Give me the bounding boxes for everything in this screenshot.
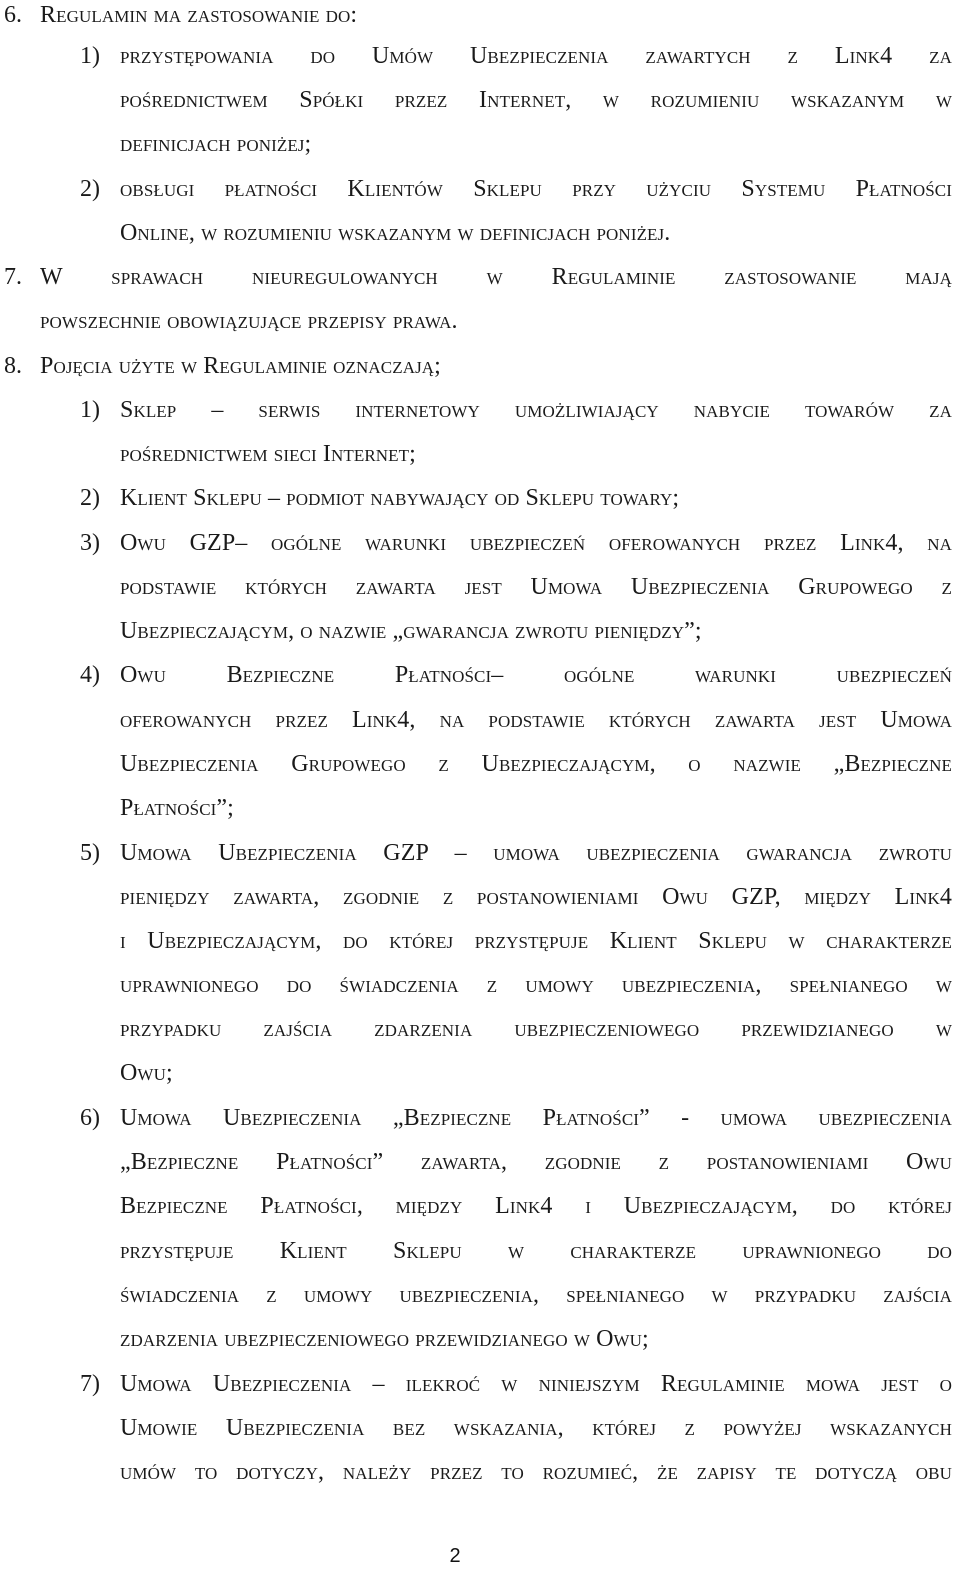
section-8-item-4-line-1: Owu Bezpieczne Płatności– ogólne warunki ubezpieczeń [120, 662, 952, 688]
section-8-item-6-line-3: Bezpieczne Płatności, między Link4 i Ubezpieczającym, do której [120, 1193, 952, 1219]
section-8-item-6-number: 6) [80, 1105, 100, 1131]
section-8-item-3-line-3: Ubezpieczającym, o nazwie „gwarancja zwrotu pieniędzy”; [120, 618, 702, 644]
section-8-item-3-line-1: Owu GZP– ogólne warunki ubezpieczeń oferowanych przez Link4, na [120, 530, 952, 556]
section-6-item-2-line-2: Online, w rozumieniu wskazanym w definicjach poniżej. [120, 220, 671, 246]
section-6-item-1-line-1: przystępowania do Umów Ubezpieczenia zawartych z Link4 za [120, 43, 952, 69]
section-8-item-5-line-6: Owu; [120, 1060, 173, 1086]
section-8-item-4-number: 4) [80, 662, 100, 688]
section-6-number: 6. [4, 2, 22, 28]
section-8-item-5-line-1: Umowa Ubezpieczenia GZP – umowa ubezpieczenia gwarancja zwrotu [120, 840, 952, 866]
section-8-item-6-line-5: świadczenia z umowy ubezpieczenia, spełnianego w przypadku zajścia [120, 1282, 952, 1308]
page-number: 2 [449, 1545, 461, 1567]
section-8-item-5-number: 5) [80, 840, 100, 866]
section-8-item-5-line-2: pieniędzy zawarta, zgodnie z postanowieniami Owu GZP, między Link4 [120, 884, 952, 910]
section-8-item-1-line-2: pośrednictwem sieci Internet; [120, 441, 416, 467]
section-8-item-2-line-1: Klient Sklepu – podmiot nabywający od Sklepu towary; [120, 485, 680, 511]
section-8-item-5-line-4: uprawnionego do świadczenia z umowy ubezpieczenia, spełnianego w [120, 972, 952, 998]
section-8-item-1-number: 1) [80, 397, 100, 423]
section-7-number: 7. [4, 264, 22, 290]
section-6-item-2-number: 2) [80, 176, 100, 202]
section-8-item-3-number: 3) [80, 530, 100, 556]
section-6-item-2-line-1: obsługi płatności Klientów Sklepu przy użyciu Systemu Płatności [120, 176, 952, 202]
section-8-item-4-line-3: Ubezpieczenia Grupowego z Ubezpieczającym, o nazwie „Bezpieczne [120, 751, 952, 777]
section-7-line-1: W sprawach nieuregulowanych w Regulaminie zastosowanie mają [40, 264, 952, 290]
section-6-item-1-line-3: definicjach poniżej; [120, 131, 312, 157]
section-8-item-6-line-6: zdarzenia ubezpieczeniowego przewidzianego w Owu; [120, 1326, 649, 1352]
section-8-item-7-line-1: Umowa Ubezpieczenia – ilekroć w niniejszym Regulaminie mowa jest o [120, 1371, 952, 1397]
section-8-item-6-line-4: przystępuje Klient Sklepu w charakterze uprawnionego do [120, 1238, 952, 1264]
section-8-item-2-number: 2) [80, 485, 100, 511]
section-8-item-6-line-2: „Bezpieczne Płatności” zawarta, zgodnie z postanowieniami Owu [120, 1149, 952, 1175]
section-6-item-1-line-2: pośrednictwem Spółki przez Internet, w rozumieniu wskazanym w [120, 87, 952, 113]
section-8-item-7-number: 7) [80, 1371, 100, 1397]
section-8-item-6-line-1: Umowa Ubezpieczenia „Bezpieczne Płatności” - umowa ubezpieczenia [120, 1105, 952, 1131]
section-8-item-4-line-2: oferowanych przez Link4, na podstawie których zawarta jest Umowa [120, 707, 952, 733]
section-8-item-1-line-1: Sklep – serwis internetowy umożliwiający nabycie towarów za [120, 397, 952, 423]
section-8-item-5-line-3: i Ubezpieczającym, do której przystępuje Klient Sklepu w charakterze [120, 928, 952, 954]
section-8-item-4-line-4: Płatności”; [120, 795, 234, 821]
section-8-item-3-line-2: podstawie których zawarta jest Umowa Ubezpieczenia Grupowego z [120, 574, 952, 600]
section-8-heading: Pojęcia użyte w Regulaminie oznaczają; [40, 353, 441, 379]
section-8-item-5-line-5: przypadku zajścia zdarzenia ubezpieczeniowego przewidzianego w [120, 1016, 952, 1042]
section-8-item-7-line-3: umów to dotyczy, należy przez to rozumieć, że zapisy te dotyczą obu [120, 1459, 952, 1485]
section-7-line-2: powszechnie obowiązujące przepisy prawa. [40, 308, 458, 334]
section-8-number: 8. [4, 353, 22, 379]
section-6-heading: Regulamin ma zastosowanie do: [40, 2, 358, 28]
section-8-item-7-line-2: Umowie Ubezpieczenia bez wskazania, której z powyżej wskazanych [120, 1415, 952, 1441]
section-6-item-1-number: 1) [80, 43, 100, 69]
